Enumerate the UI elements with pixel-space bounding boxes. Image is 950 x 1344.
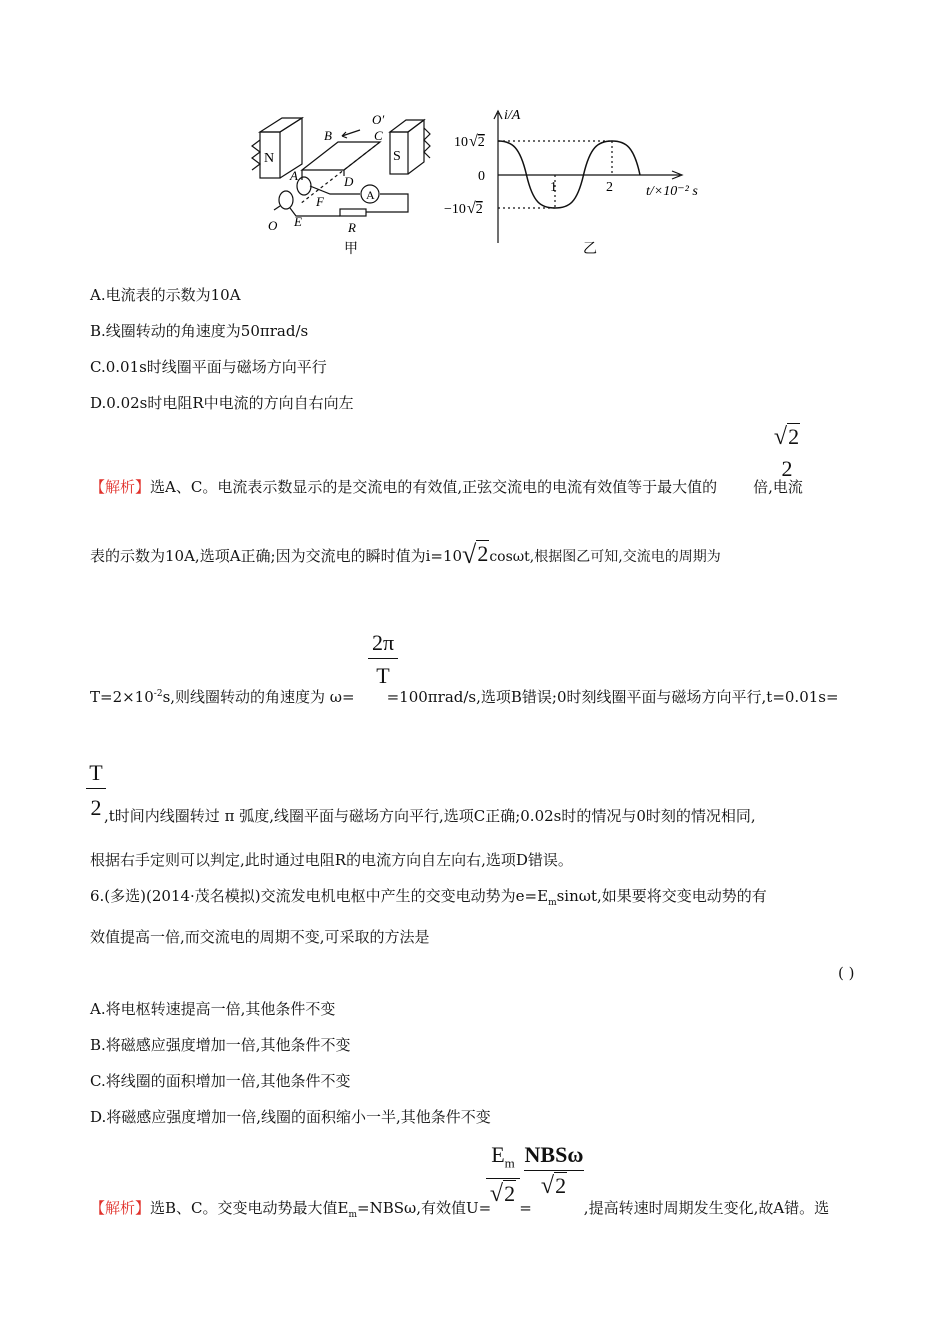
q6-option-b: B.将磁感应强度增加一倍,其他条件不变 [90,1036,351,1054]
q5-option-d: D.0.02s时电阻R中电流的方向自右向左 [90,394,354,412]
xtick-2: 2 [606,180,613,195]
x-label: t/×10⁻² s [646,184,698,199]
label-jia: 甲 [344,242,358,257]
resistor [340,209,366,216]
q6-option-d: D.将磁感应强度增加一倍,线圈的面积缩小一半,其他条件不变 [90,1108,491,1126]
analysis-tag: 【解析】 [90,478,151,496]
label-o: O [268,218,278,233]
label-a: A [290,168,298,183]
frac-2pi-over-t: 2π T [368,630,398,689]
ytick-top: 10√2 [454,133,485,150]
label-f: F [316,194,324,209]
frac-t-over-2: T 2 [86,760,106,821]
magnet-s [390,120,430,174]
label-d: D [344,174,354,189]
current-graph [440,105,720,260]
q5-option-a: A.电流表的示数为10A [90,286,241,304]
label-e: E [294,214,302,229]
q5-option-b: B.线圈转动的角速度为50πrad/s [90,322,309,340]
q5-option-c: C.0.01s时线圈平面与磁场方向平行 [90,358,327,376]
ammeter-label: A [366,188,375,202]
label-o-prime: O′ [372,112,385,127]
label-n: N [264,151,275,166]
a6-line1: 【解析】选B、C。交变电动势最大值$E_m=NBS\omega$,有效值U= = ,提高转速时周期发生变化,故A错。选 [90,1199,830,1220]
a5-line2: 表的示数为10A,选项A正确;因为交流电的瞬时值为i=10√2cosωt,根据图乙可知,交流电的周期为 [90,540,721,569]
ytick-bottom: −10√2 [444,200,483,217]
q6-option-a: A.将电枢转速提高一倍,其他条件不变 [90,1000,336,1018]
xtick-1: 1 [550,180,557,195]
label-b: B [324,128,332,143]
label-r: R [348,220,356,235]
label-yi: 乙 [583,242,597,257]
frac-nbsw-over-sqrt2: NBSω √2 [524,1142,584,1199]
frac-em-over-sqrt2: $E_m$ √2 [486,1142,520,1207]
a5-line4: ,t时间内线圈转过 π 弧度,线圈平面与磁场方向平行,选项C正确;0.02s时的情况与0时刻的情况相同, [104,807,756,825]
a5-line3: $T=2\times 10^{-2}s$,则线圈转动的角速度为 ω= =100πrad/s,选项B错误;0时刻线圈平面与磁场方向平行,t=0.01s= [90,688,839,706]
frac-sqrt2-over-2: √2 2 [773,424,800,481]
q6-stem-line1: 6.(多选)(2014·茂名模拟)交流发电机电枢中产生的交变电动势为$e=E_m\sin\omega t$,如果要将交变电动势的有 [90,887,767,908]
generator-diagram [240,110,440,260]
q6-option-c: C.将线圈的面积增加一倍,其他条件不变 [90,1072,351,1090]
q6-stem-line2: 效值提高一倍,而交流电的周期不变,可采取的方法是 [90,928,430,946]
q6-answer-paren: ( ) [838,964,855,982]
label-c: C [374,128,383,143]
a5-line1: 【解析】选A、C。电流表示数显示的是交流电的有效值,正弦交流电的电流有效值等于最大值的 倍,电流 [90,478,803,496]
ytick-zero: 0 [478,169,485,184]
a5-line5: 根据右手定则可以判定,此时通过电阻R的电流方向自左向右,选项D错误。 [90,851,573,869]
label-s: S [393,149,401,164]
y-label: i/A [504,108,521,123]
